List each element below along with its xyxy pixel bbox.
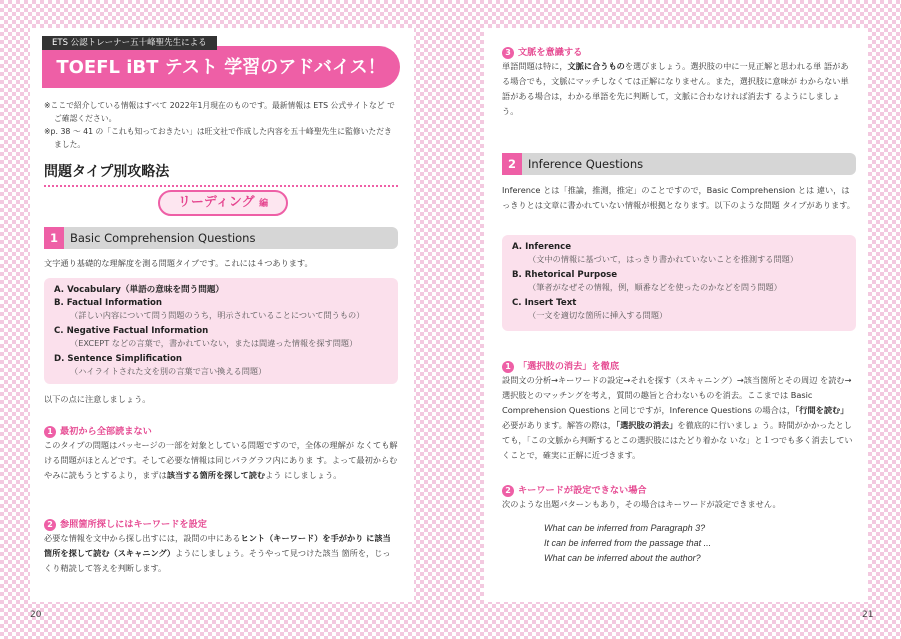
text-run: 必要な情報を文中から探し出すには，設問の中にある: [44, 533, 241, 543]
tip-number: 2: [44, 519, 56, 531]
tip-heading-1: [44, 423, 152, 438]
q1-types-box: [44, 278, 398, 384]
note-item: ※ここで紹介している情報はすべて 2022年1月現在のものです。最新情報は ETS 公式サイトなど でご確認ください。: [44, 101, 395, 123]
type-item-title: D. Sentence Simplification: [54, 354, 182, 364]
tip-number: 2: [502, 485, 514, 497]
tip-title: 文脈を意識する: [518, 47, 583, 58]
example-questions: [544, 521, 711, 566]
tip3-body: [502, 59, 856, 119]
type-item-title: B. Rhetorical Purpose: [512, 270, 618, 280]
page-number-left: 20: [30, 610, 42, 620]
type-item-title: A. Inference: [512, 242, 572, 252]
note-item: ※p. 38 ～ 41 の「これも知っておきたい」は旺文社で作成した内容を五十峰聖先生に監修いただきました。: [44, 127, 392, 149]
tip-title: 参照箇所探しにはキーワードを設定: [60, 519, 207, 530]
text-run: 必要があります。解答の際は，: [502, 420, 616, 430]
tip-number: 3: [502, 47, 514, 59]
question-type-title: Basic Comprehension Questions: [70, 231, 256, 245]
example-question: What can be inferred about the author?: [544, 553, 701, 563]
q1-intro: 文字通り基礎的な理解度を測る問題タイプです。これには４つあります。: [44, 258, 313, 268]
example-question: What can be inferred from Paragraph 3?: [544, 523, 706, 533]
bold-run: ヒント（キーワード）を手がかり に該当箇所を探して読む（スキャニング）: [44, 533, 391, 558]
page-number-right: 21: [862, 610, 874, 620]
text-run: を徹底的に行いましょ う。時間がかかったとしても，「この文脈から判断するとこの選択肢にはたどり着かな いな」と１つでも多く消去していくことで，確実に正解に近づきます。: [502, 420, 853, 460]
tip-heading-5: [502, 482, 647, 497]
question-type-bar-2: [502, 153, 856, 175]
text-run: を選びましょう。選択肢の中に一見正解と思われる単 語がある場合でも，文脈にマッチしなくては正解になりません。また，選択肢に意味が わからない単語がある場合は，わかる単語を先に判断して，文脈に合わなければ消去す るようにしましょう。: [502, 61, 849, 116]
reading-pill-label: リーディング: [177, 195, 255, 210]
text-run: よう にしましょう。: [265, 470, 342, 480]
bold-run: 「行間を読む」: [795, 405, 849, 415]
question-type-title: Inference Questions: [528, 157, 644, 171]
text-run: このタイプの問題はパッセージの一部を対象としている問題ですので，全体の理解が なくても解ける問題がほとんどです。そして必要な情報は同じパラグラフ内にありま す。よって最初からむやみに読もうとするより，まずは: [44, 440, 398, 480]
q2-intro: Inference とは「推論，推測，推定」のことですので，Basic Comprehension とは 違い，はっきりとは文章に書かれていない情報が根拠となります。以下のような問題 タイプがあります。: [502, 185, 855, 210]
type-item-title: B. Factual Information: [54, 298, 163, 308]
tip-title: 「選択肢の消去」を徹底: [518, 361, 620, 372]
q2-types-box: [502, 235, 856, 331]
tip-heading-3: [502, 44, 582, 59]
reading-pill: [158, 190, 288, 216]
question-number: 1: [44, 227, 64, 249]
bold-run: 該当する箇所を探して読む: [166, 470, 266, 480]
type-item-desc: （ハイライトされた文を別の言葉で言い換える問題）: [70, 366, 267, 376]
section-title: 問題タイプ別攻略法: [44, 161, 398, 187]
page-header: [42, 36, 400, 94]
tip-number: 1: [44, 426, 56, 438]
type-item-title: C. Negative Factual Information: [54, 326, 209, 336]
type-item-desc: （文中の情報に基づいて，はっきり書かれていないことを推測する問題）: [528, 254, 799, 264]
tip2-body: [44, 531, 398, 576]
header-title: TOEFL iBT テスト 学習のアドバイス！: [42, 46, 400, 88]
text-run: ようにしましょう。そうやって見つけた該当 箇所を，じっくり精読して答えを判断します。: [44, 548, 391, 573]
type-item-desc: （一文を適切な箇所に挿入する問題）: [528, 310, 668, 320]
tip-number: 1: [502, 361, 514, 373]
type-item-desc: （筆者がなぜその情報，例，順番などを使ったのかなどを問う問題）: [528, 282, 782, 292]
type-item-desc: （詳しい内容について問う問題のうち，明示されていることについて問うもの）: [70, 310, 365, 320]
type-item-title: A. Vocabulary（単語の意味を問う問題）: [54, 285, 225, 295]
tip4-body: [502, 373, 856, 463]
example-question: It can be inferred from the passage that ...: [544, 538, 712, 548]
tip-title: 最初から全部読まない: [60, 426, 152, 437]
text-run: 単語問題は特に，: [502, 61, 568, 71]
tip-heading-4: [502, 358, 619, 373]
reading-pill-suffix: 編: [259, 199, 269, 209]
type-item-desc: （EXCEPT などの言葉で，書かれていない，または間違った情報を探す問題）: [70, 338, 358, 348]
tip-heading-2: [44, 516, 207, 531]
bold-run: 文脈に合うもの: [567, 61, 625, 71]
q1-after: 以下の点に注意しましょう。: [44, 394, 151, 404]
header-subtitle: ETS 公認トレーナー五十峰聖先生による: [42, 36, 217, 50]
text-run: 設問文の分析→キーワードの設定→それを探す（スキャニング）→該当箇所とその周辺 を読む→選択肢とのマッチングを考え，質問の趣旨と合わないものを消去。ここまでは Basic Comprehension Questions と同じですが，Inference Questions の場合は，: [502, 375, 852, 415]
tip5-body: 次のような出題パターンもあり，その場合はキーワードが設定できません。: [502, 499, 781, 509]
type-item-title: C. Insert Text: [512, 298, 577, 308]
notes: [44, 99, 399, 151]
question-number: 2: [502, 153, 522, 175]
bold-run: 「選択肢の消去」: [615, 420, 678, 430]
tip-title: キーワードが設定できない場合: [518, 485, 647, 496]
question-type-bar-1: [44, 227, 398, 249]
tip1-body: [44, 438, 398, 483]
